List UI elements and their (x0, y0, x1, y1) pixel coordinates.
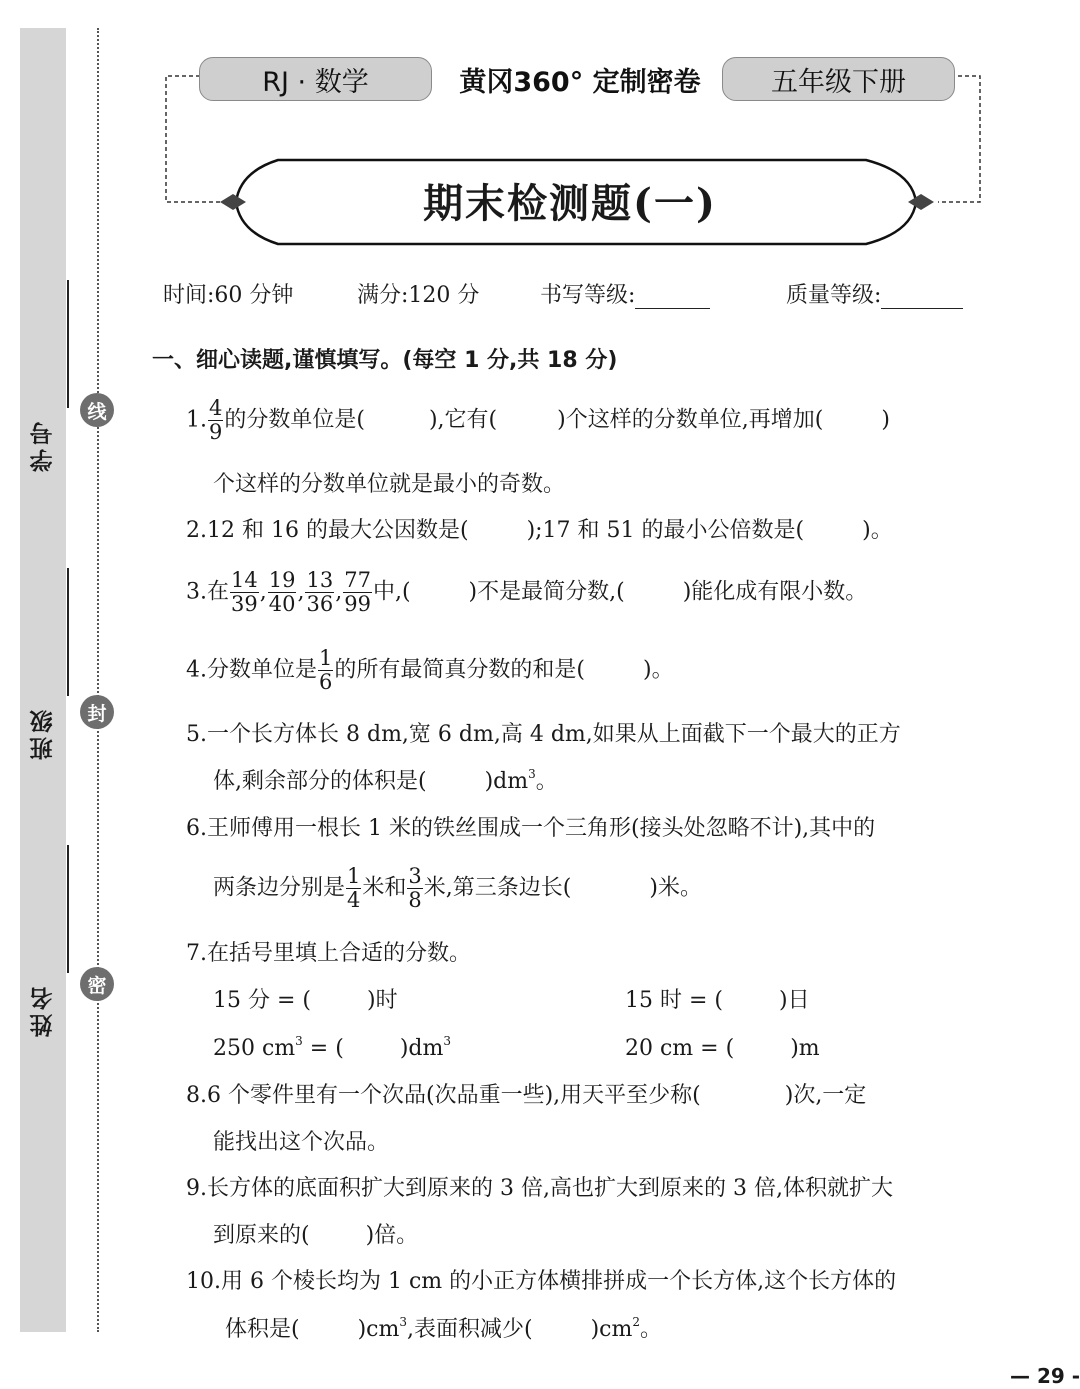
q4-frac-num: 1 (319, 646, 333, 670)
q7-r2a-sup2: 3 (443, 1034, 451, 1048)
q5-text-c: 。 (535, 769, 558, 794)
grade-badge: 五年级下册 (722, 57, 955, 101)
question-3 (186, 570, 867, 615)
q6-text-b: )米。 (649, 875, 702, 901)
q1-text-a: 的分数单位是( (224, 407, 365, 433)
q6-text-mid: 米和 (362, 875, 407, 901)
q5-text-a: 体,剩余部分的体积是( (213, 769, 427, 794)
q6-text-a: 米,第三条边长( (423, 875, 572, 901)
q1-text-c: )个这样的分数单位,再增加( (557, 407, 824, 433)
q5-line1: 一个长方体长 8 dm,宽 6 dm,高 4 dm,如果从上面截下一个最大的正方 (207, 722, 901, 747)
q1-text-d: ) (881, 407, 890, 433)
full-score: 满分:120 分 (357, 283, 480, 308)
q9-number: 9. (186, 1176, 207, 1201)
q7-r1b-unit: )日 (779, 988, 810, 1013)
question-2 (186, 520, 893, 542)
q10-text-e: 。 (639, 1317, 662, 1342)
question-1 (186, 398, 890, 443)
student-id-label: 学号 (30, 418, 57, 472)
q3-fraction-4 (343, 570, 372, 615)
q9-text-b: )倍。 (365, 1223, 419, 1248)
exam-info-row (0, 278, 1080, 312)
q6-line1: 王师傅用一根长 1 米的铁丝围成一个三角形(接头处忽略不计),其中的 (207, 816, 876, 841)
q10-sup-1: 3 (399, 1315, 407, 1329)
q5-number: 5. (186, 722, 207, 747)
q3-text-b: )不是最简分数,( (468, 579, 625, 605)
question-8 (186, 1085, 866, 1107)
question-6 (186, 818, 875, 840)
quality-grade-blank[interactable] (881, 286, 963, 309)
q10-text-b: )cm (357, 1317, 400, 1342)
q8-line2: 能找出这个次品。 (213, 1130, 390, 1155)
q1-text-b: ),它有( (428, 407, 498, 433)
q6-fraction-1 (346, 866, 361, 911)
q7-r2a-text: 250 cm (213, 1036, 296, 1061)
q9-line2 (213, 1225, 418, 1247)
q10-line2 (225, 1315, 662, 1342)
seal-mi: 密 (80, 967, 114, 1001)
q2-text-b: );17 和 51 的最小公倍数是( (526, 518, 805, 543)
q5-text-b: )dm (484, 769, 529, 794)
q7-title: 在括号里填上合适的分数。 (207, 941, 472, 966)
q1-fraction (208, 398, 223, 443)
q1-frac-den: 9 (209, 420, 223, 444)
q7-item-minutes (213, 990, 398, 1012)
q3-fraction-3 (305, 570, 334, 615)
q8-text-b: )次,一定 (784, 1083, 867, 1108)
q4-text-b: )。 (642, 657, 674, 683)
quality-grade (786, 278, 963, 309)
writing-grade-label: 书写等级: (540, 283, 636, 308)
subject-badge: RJ · 数学 (199, 57, 432, 101)
q7-r1b-text: 15 时 = ( (625, 988, 723, 1013)
q10-text-c: ,表面积减少( (407, 1317, 533, 1342)
q3-text-pre: 在 (207, 579, 230, 605)
q3-fraction-2 (268, 570, 297, 615)
class-line[interactable] (67, 568, 69, 696)
q2-number-text: 2. (186, 518, 207, 543)
q10-text-d: )cm (590, 1317, 633, 1342)
time-limit: 时间:60 分钟 (163, 283, 294, 308)
q3-frac1-den: 39 (231, 592, 258, 616)
q3-sep-2: , (297, 579, 305, 605)
q1-frac-num: 4 (209, 396, 223, 420)
question-9 (186, 1178, 893, 1200)
page-number: — 29 - (1010, 1364, 1080, 1388)
q9-text-a: 到原来的( (213, 1223, 310, 1248)
q7-r2a-unit: )dm (399, 1036, 444, 1061)
q4-number: 4. (186, 657, 207, 683)
question-5 (186, 724, 901, 746)
q7-r2a-eq: = ( (302, 1036, 344, 1061)
q7-item-hours (625, 990, 810, 1012)
q7-r2a-sup: 3 (295, 1034, 303, 1048)
quality-grade-label: 质量等级: (786, 283, 882, 308)
q6-frac2-num: 3 (408, 864, 422, 888)
q3-frac2-num: 19 (268, 568, 296, 592)
name-label: 姓名 (30, 983, 57, 1037)
q2-text-c: )。 (862, 518, 893, 543)
class-label: 班级 (30, 706, 57, 760)
writing-grade (540, 278, 710, 309)
q10-text-a: 体积是( (225, 1317, 300, 1342)
q7-item-length (625, 1038, 820, 1060)
q7-item-volume (213, 1034, 451, 1061)
q6-frac2-den: 8 (408, 888, 422, 912)
q1-number: 1. (186, 407, 207, 433)
q2-text-a: 12 和 16 的最大公因数是( (207, 518, 469, 543)
q6-frac1-den: 4 (347, 888, 361, 912)
q4-fraction (318, 648, 333, 693)
q8-number: 8. (186, 1083, 207, 1108)
q7-r1a-text: 15 分 = ( (213, 988, 311, 1013)
q7-r1a-unit: )时 (367, 988, 398, 1013)
name-line[interactable] (67, 845, 69, 973)
q5-superscript: 3 (528, 767, 536, 781)
exam-title: 期末检测题(一) (423, 179, 717, 227)
q3-frac3-num: 13 (306, 568, 334, 592)
question-7 (186, 943, 471, 965)
q10-number: 10. (186, 1269, 221, 1294)
seal-feng: 封 (80, 695, 114, 729)
section-title: 一、细心读题,谨慎填写。(每空 1 分,共 18 分) (152, 348, 618, 373)
q3-number: 3. (186, 579, 207, 605)
q9-line1: 长方体的底面积扩大到原来的 3 倍,高也扩大到原来的 3 倍,体积就扩大 (207, 1176, 893, 1201)
question-4 (186, 648, 674, 693)
q6-number: 6. (186, 816, 207, 841)
series-title: 黄冈360° 定制密卷 (459, 66, 701, 98)
q4-frac-den: 6 (319, 670, 333, 694)
q3-sep-3: , (335, 579, 343, 605)
q3-frac1-num: 14 (231, 568, 258, 592)
q3-frac4-num: 77 (344, 568, 371, 592)
q1-line2: 个这样的分数单位就是最小的奇数。 (213, 472, 566, 497)
question-10 (186, 1271, 896, 1293)
q6-fraction-2 (407, 866, 422, 911)
q4-text-a: 的所有最简真分数的和是( (334, 657, 585, 683)
q3-frac2-den: 40 (268, 592, 296, 616)
q4-text-pre: 分数单位是 (207, 657, 318, 683)
q7-r2b-text: 20 cm = ( (625, 1036, 735, 1061)
q5-line2 (213, 767, 558, 794)
q3-frac3-den: 36 (306, 592, 334, 616)
q10-line1: 用 6 个棱长均为 1 cm 的小正方体横排拼成一个长方体,这个长方体的 (221, 1269, 897, 1294)
q10-sup-2: 2 (632, 1315, 640, 1329)
q3-frac4-den: 99 (344, 592, 371, 616)
q6-line2 (213, 866, 702, 911)
q7-r2b-unit: )m (790, 1036, 820, 1061)
q3-fraction-1 (230, 570, 259, 615)
q6-text-pre: 两条边分别是 (213, 875, 346, 901)
q7-number: 7. (186, 941, 207, 966)
q3-text-a: 中,( (372, 579, 411, 605)
q6-frac1-num: 1 (347, 864, 361, 888)
q3-sep-1: , (259, 579, 267, 605)
q3-text-c: )能化成有限小数。 (682, 579, 868, 605)
writing-grade-blank[interactable] (635, 286, 710, 309)
seal-xian: 线 (80, 393, 114, 427)
q8-text-a: 6 个零件里有一个次品(次品重一些),用天平至少称( (207, 1083, 701, 1108)
